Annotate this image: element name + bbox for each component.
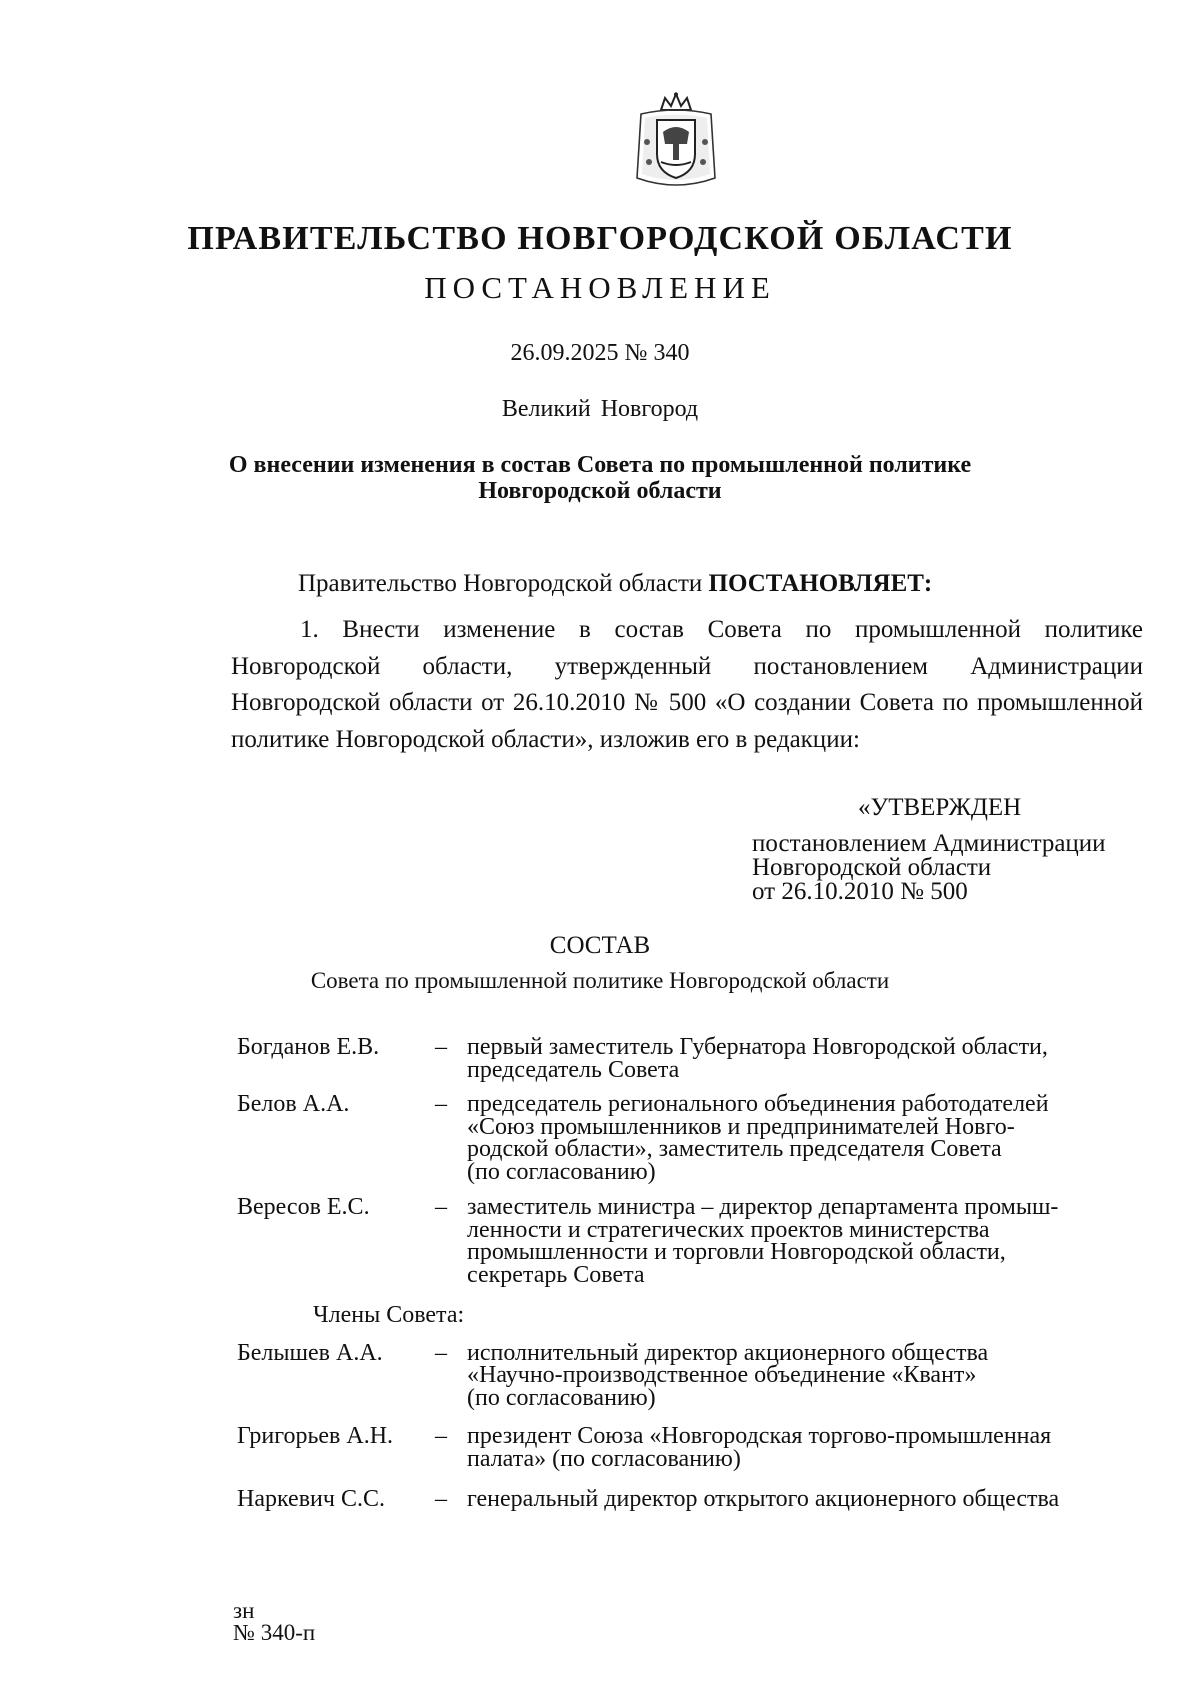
composition-subtitle: Совета по промышленной политике Новгородской области <box>310 968 890 993</box>
member-position-line: «Союз промышленников и предпринимателей Новго- <box>467 1113 1015 1140</box>
member-position-line: председатель Совета <box>467 1056 680 1083</box>
member-position-line: ленности и стратегических проектов министерства <box>467 1216 990 1243</box>
approval-title: «УТВЕРЖДЕН <box>858 794 1022 821</box>
approval-line: Новгородской области <box>752 854 992 881</box>
paragraph-1-text: 1. Внести изменение в состав Совета по промышленной политике Новгородской области, утвержденный постановлением Администрации Новгородской области от 26.10.2010 № 500 «О создании Совета по промышленной политике Новгородской области», изложив его в редакции: <box>231 616 1143 753</box>
members-label: Члены Совета: <box>313 1302 465 1328</box>
document-title <box>0 452 1200 504</box>
member-dash: – <box>435 1339 447 1366</box>
approval-line: от 26.10.2010 № 500 <box>752 878 968 905</box>
government-name: ПРАВИТЕЛЬСТВО НОВГОРОДСКОЙ ОБЛАСТИ <box>187 220 1013 257</box>
footer-doc-code: № 340-п <box>233 1620 316 1645</box>
approval-line: постановлением Администрации <box>752 830 1106 857</box>
document-type: ПОСТАНОВЛЕНИЕ <box>424 270 776 305</box>
member-position-line: первый заместитель Губернатора Новгородской области, <box>467 1034 1048 1060</box>
member-position <box>467 1196 1157 1286</box>
intro-text: Правительство Новгородской области <box>298 570 703 597</box>
member-name: Наркевич С.С. <box>237 1486 385 1512</box>
member-dash: – <box>435 1194 447 1220</box>
member-position <box>467 1339 1157 1411</box>
intro <box>298 570 932 598</box>
city: Великий Новгород <box>501 396 699 422</box>
paragraph-1 <box>231 612 1143 758</box>
member-position-line: председатель регионального объединения работодателей <box>467 1091 1049 1117</box>
member-row <box>237 1425 1157 1470</box>
member-name: Белов А.А. <box>237 1091 350 1117</box>
member-position-line: (по согласованию) <box>467 1158 656 1185</box>
members-list <box>237 1036 1157 1511</box>
member-position-line: исполнительный директор акционерного общества <box>467 1339 989 1366</box>
member-position-line: палата» (по согласованию) <box>467 1445 741 1472</box>
footer-initials: зн <box>233 1598 255 1623</box>
member-name: Богданов Е.В. <box>237 1034 380 1060</box>
member-dash: – <box>435 1423 447 1449</box>
member-position-line: президент Союза «Новгородская торгово-промышленная <box>467 1423 1052 1449</box>
member-row <box>237 1339 1157 1411</box>
member-dash: – <box>435 1034 447 1060</box>
title-line: О внесении изменения в состав Совета по промышленной политике <box>228 452 972 478</box>
member-position <box>467 1093 1157 1183</box>
member-name: Вересов Е.С. <box>237 1194 370 1220</box>
intro-decree: ПОСТАНОВЛЯЕТ: <box>708 570 933 597</box>
member-position-line: генеральный директор открытого акционерного общества <box>467 1486 1060 1512</box>
coat-of-arms-icon <box>633 92 719 192</box>
council-members-list <box>237 1339 1157 1512</box>
date-number: 26.09.2025 № 340 <box>510 340 690 366</box>
member-name: Белышев А.А. <box>237 1339 383 1366</box>
member-position <box>467 1488 1157 1511</box>
member-dash: – <box>435 1091 447 1117</box>
member-position-line: секретарь Совета <box>467 1261 645 1288</box>
member-dash: – <box>435 1486 447 1512</box>
member-position-line: (по согласованию) <box>467 1384 656 1411</box>
approval-stamp <box>752 796 1106 904</box>
member-position-line: родской области», заместитель председателя Совета <box>467 1136 1002 1162</box>
member-position <box>467 1036 1157 1081</box>
member-row <box>237 1488 1157 1511</box>
member-position-line: промышленности и торговли Новгородской области, <box>467 1239 1006 1265</box>
member-position <box>467 1425 1157 1470</box>
member-row <box>237 1093 1157 1183</box>
member-position-line: «Научно-производственное объединение «Квант» <box>467 1362 977 1388</box>
member-row <box>237 1196 1157 1286</box>
member-name: Григорьев А.Н. <box>237 1423 394 1449</box>
composition-title: СОСТАВ <box>549 932 651 959</box>
footer <box>233 1600 315 1644</box>
leaders-list <box>237 1036 1157 1286</box>
title-line: Новгородской области <box>478 478 722 504</box>
member-position-line: заместитель министра – директор департамента промыш- <box>467 1194 1059 1220</box>
member-row <box>237 1036 1157 1081</box>
